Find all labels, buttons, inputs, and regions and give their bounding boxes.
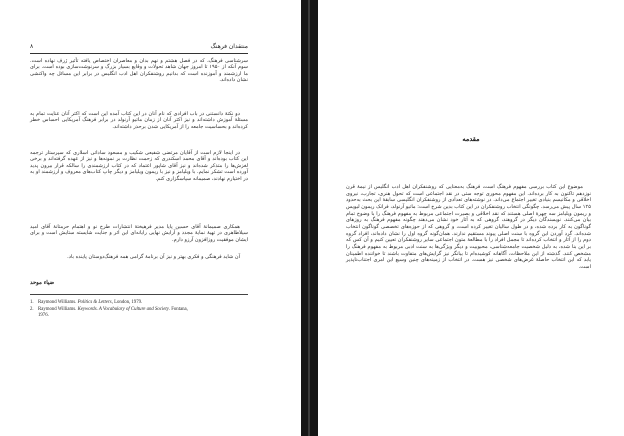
running-head-title: منتقدان فرهنگ: [210, 43, 248, 50]
book-gutter: [301, 0, 318, 436]
body-paragraph-3: در اینجا لازم است از آقایان مرتضی شفیعی شکیب و مسعود ساداتی اسلاری که سپرستار ترجمه این کتاب بوده‌اند و آقای محمد اسکندری که زحمت نظارت بر نمونه‌ها و نیز از عهده گرفته‌اند و برخی لغزش‌ها را متذکر شده‌اند و نیز آقای شاپور اعتماد که در کتاب ارزشمندی را سالکه قرار بیرون پدید آورده است تشکر نمایم. با ویلیامز و نیز با ریمون ویلیامز و دیگر چاپ کتاب‌های معروف و ارزشمند او به در اختیارم نهادند، صمیمانه سپاسگزاری کنم.: [30, 150, 248, 182]
footnotes: [30, 294, 248, 320]
footnote-2: [30, 307, 248, 319]
right-page: [318, 0, 624, 436]
footnote-publication: , London, 1979.: [111, 300, 143, 305]
intro-body: [346, 184, 591, 271]
body-paragraph-1: سرشناسی فرهنگ، که در فصل هشتم و نهم بدان و معاصران اختصاص یافته تأثیر ژرف نهاده است. سوم آنکه از ۱۹۵۰ تا امروز جهان شاهد تحولات و وقایع بسیار بزرگ و سرنوشت‌سازی بوده است. برای ما ارزشمند و آموزنده است که بدانیم روشنفکران اهل ادب انگلیس در برابر این مسائل چه واکنشی نشان داده‌اند.: [30, 58, 249, 84]
page-number: ۸: [30, 43, 34, 50]
footnote-number: 2.: [30, 307, 34, 312]
body-paragraph-4: همکاری صمیمانهٔ آقای حسین پایا مدیر فرهیختهٔ انتشارات طرح نو و اهتمام حرمتانهٔ آقای امید سیلاطاهری در تهیهٔ نمایهٔ مجدد و آرایش نهایی رایانه‌ای این اثر و جنایت شایسته ستایش است و برای ایشان موفقیت روزافزون آرزو دارم.: [30, 224, 248, 243]
body-paragraph-2: دو نکتهٔ دانستنی در باب افرادی که نام آنان در این کتاب آمده این است که اکثر آنان عنایت تمام به مسئلهٔ آموزش داشته‌اند و نیز اکثر آنان از زمان ماتیو آرنولد در برابر فرهنگ آمریکایی احساس خطر کرده‌اند و بحساسیت جامعه را از آمریکایی شدن برحذر داشته‌اند.: [30, 111, 248, 130]
chapter-heading: مقدمه: [462, 135, 480, 143]
left-page: [0, 0, 301, 436]
footnote-number: 1.: [30, 300, 34, 305]
running-header: [30, 43, 248, 54]
footnote-1: [30, 300, 248, 306]
translator-signature: ضیاء موحد: [30, 280, 55, 286]
footnote-title: Politics & Letters: [77, 300, 112, 305]
intro-paragraph: موضوع این کتاب بررسی مفهوم فرهنگ است، فرهنگ به‌معنایی که روشنفکران اهل ادب انگلیس از نیمهٔ قرن نوزدهم تاکنون به کار برده‌اند. این مفهوم محوری توجه ستی در نقد اجتماعی است که تحول هنری، تجارب، نیروی اخلاقی و مکانیسم بنیادی تغییر اجتماع می‌داند. در نوشته‌های تعدادی از روشنفکران انگلیسی سابقهٔ این بحث به‌حدود ۱۲۵ سال پیش می‌رسد. چگونگی انتخاب روشنفکران در این کتاب بدین شرح است: ماتیو آرنولد، فرانک ریمون لیویس و ریمون ویلیامز سه چهرهٔ اصلی هستند که نقد اخلاقی و بصیرت اجتماعی مربوط به مفهوم فرهنگ را با وضوح تمام بیان می‌کنند. نویسندگان دیگر در گروهند، گروهی که به آثار خود نشان می‌دهند چگونه مفهوم فرهنگ به روزهای گوناگون به کار برده شده، و در طول سالیان تغییر کرده است، و گروهی که از حوزه‌های تخصصی گوناگون انتخاب شده‌اند. گرد آوردن این گروه با سنت اصلی پیوند مستقیم ندارند. همان‌گونه گروه اول را نشان داده‌اند، افراد گروه دوم را از آثار و انتخاب کرده‌اند تا مجمل افراد را با مطالعهٔ متون اجتماعی سایر روشنفکران تعیین کنیم و آن کس که بر این بنا شده، به دلیل شخصیت جامعه‌شناسی، محبوبیت و دیگر ویژگی‌ها به سنت ادبی مربوط به مفهوم فرهنگ را مشخص کنند. گذشته از این ملاحظات، آگاهانه کوشیده‌ام تا بیانگر نیز گرایش‌های متفاوت باشند تا خواننده اطمینان یابد که این انتخاب حاصلهٔ غرض‌های شخصی نیز هست. در انتخاب از زمینه‌های چنین وسیع این امری اجتناب‌ناپذیر است.: [346, 184, 591, 270]
footnote-title: Keywords. A Vocabulary of Culture and Society: [77, 307, 169, 312]
footnote-publication: . Fontana,: [168, 307, 188, 312]
footnote-author: Raymond Williams.: [38, 307, 77, 312]
body-paragraph-5: آن شاید فرهنگی و فکری بهتر و نیز آن برنامهٔ گرامی همه فرهنگ‌دوستان پاینده باد.: [67, 254, 240, 260]
footnote-continuation: 1976.: [38, 313, 49, 318]
footnote-author: Raymond Williams.: [38, 300, 77, 305]
